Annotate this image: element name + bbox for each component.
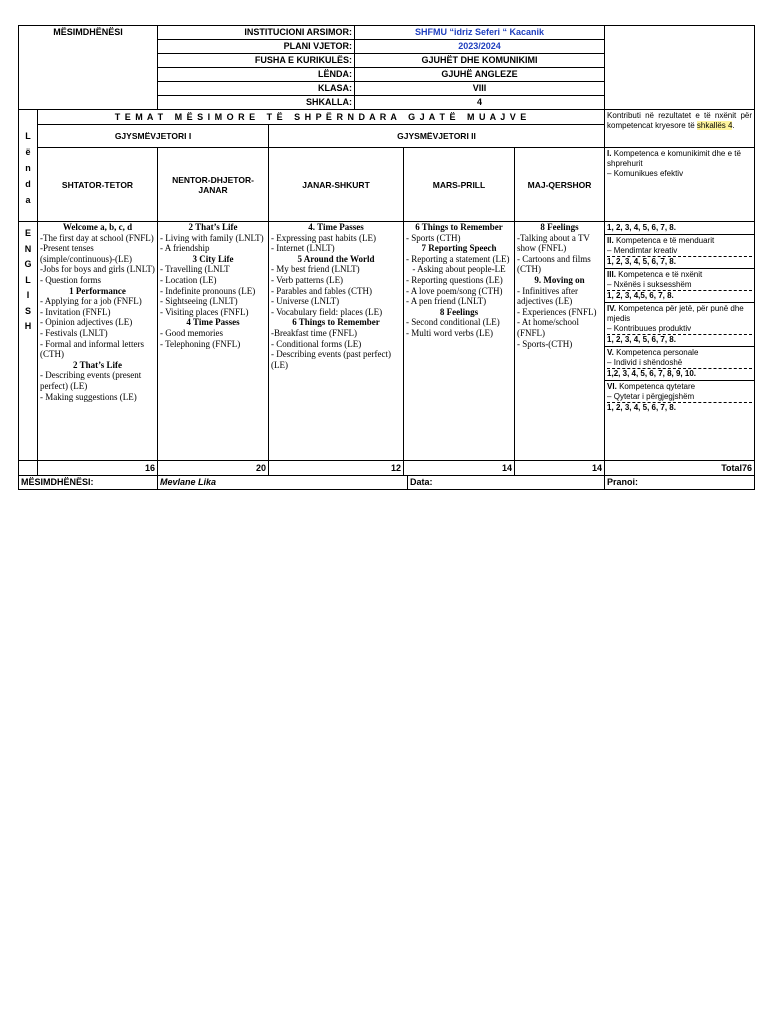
topic-line: -Breakfast time (FNFL) — [271, 327, 357, 338]
competency-outcomes: 1, 2, 3, 4, 5, 6, 7, 8. — [607, 257, 676, 266]
unit-title: 8 Feelings — [540, 222, 579, 232]
unit-title: 4. Time Passes — [308, 222, 364, 232]
topic-line: - A friendship — [160, 243, 210, 254]
competency-role: – Mendimtar kreativ — [607, 246, 752, 257]
topic-line: - Question forms — [40, 274, 101, 285]
lenda-letter: n — [25, 162, 31, 173]
themes-table — [18, 109, 755, 476]
topic-line: - Making suggestions (LE) — [40, 391, 137, 402]
topic-line: - Location (LE) — [160, 274, 217, 285]
competency-number: VI. — [607, 382, 617, 391]
semester-2-header: GJYSMËVJETORI II — [269, 125, 605, 148]
topic-line: - Visiting places (FNFL) — [160, 306, 249, 317]
topic-line: - Universe (LNLT) — [271, 296, 340, 307]
topic-line: - Telephoning (FNFL) — [160, 338, 241, 349]
footer-teacher-label: MËSIMDHËNËSI: — [19, 476, 158, 490]
topic-line: - Reporting questions (LE) — [406, 274, 503, 285]
topic-line: - Living with family (LNLT) — [160, 232, 264, 243]
competencies-column — [605, 222, 755, 461]
column-total: 12 — [269, 461, 404, 476]
lenda-letter: a — [25, 194, 31, 205]
competency-heading — [607, 382, 752, 392]
competency-role: – Qytetar i përgjegjshëm — [607, 392, 752, 403]
footer-table — [18, 475, 755, 490]
competency-number: III. — [607, 270, 616, 279]
header-row-label: INSTITUCIONI ARSIMOR: — [158, 26, 355, 40]
competency-outcomes: 1, 2, 3, 4, 5, 6, 7, 8. — [607, 335, 676, 344]
competency-title: Kompetenca e komunikimit dhe e të shprehurit — [607, 149, 741, 168]
lenda-letter: ë — [25, 146, 31, 157]
header-table — [18, 25, 755, 110]
topic-line: - A pen friend (LNLT) — [406, 296, 487, 307]
english-letter: H — [24, 321, 32, 331]
grand-total: Total76 — [605, 461, 755, 476]
competency-block — [605, 234, 754, 268]
topic-column — [38, 222, 158, 461]
topic-line: - Parables and fables (CTH) — [271, 285, 372, 296]
competency-block — [605, 268, 754, 302]
topic-line: - At home/school (FNFL) — [517, 317, 579, 338]
topic-line: -Talking about a TV show (FNFL) — [517, 232, 590, 254]
header-row-value: 2023/2024 — [355, 40, 605, 54]
lenda-letter: d — [25, 178, 31, 189]
header-row-value: VIII — [355, 82, 605, 96]
competency-role: – Nxënës i suksesshëm — [607, 280, 752, 291]
english-letter: N — [24, 243, 32, 254]
english-vertical-label — [19, 222, 38, 461]
topic-line: - A love poem/song (CTH) — [406, 285, 503, 296]
contribution-end: . — [732, 121, 735, 130]
column-total: 16 — [38, 461, 158, 476]
unit-title: 3 City Life — [192, 253, 234, 264]
month-header: NENTOR-DHJETOR-JANAR — [158, 148, 269, 222]
column-total: 14 — [404, 461, 515, 476]
topic-line: - Formal and informal letters — [40, 338, 144, 349]
month-header: MARS-PRILL — [404, 148, 515, 222]
header-row-value: GJUHËT DHE KOMUNIKIMI — [355, 54, 605, 68]
topic-line: - Describing events (past perfect) (LE) — [271, 349, 391, 370]
unit-title: 5 Around the World — [297, 253, 375, 264]
month-header: JANAR-SHKURT — [269, 148, 404, 222]
topic-line: - My best friend (LNLT) — [271, 264, 360, 275]
topic-line: - Sports (CTH) — [406, 232, 461, 243]
unit-title: 2 That’s Life — [72, 359, 122, 370]
semester-1-header: GJYSMËVJETORI I — [38, 125, 269, 148]
footer-received-label: Pranoi: — [605, 476, 755, 490]
competency-title: Kompetenca e të nxënit — [618, 270, 703, 279]
header-row-label: FUSHA E KURIKULËS: — [158, 54, 355, 68]
totals-blank — [19, 461, 38, 476]
themes-title: T E M A T M Ë S I M O R E T Ë S H P Ë R N D A R A G J A T Ë M U A J V E — [38, 110, 605, 125]
topic-line: (CTH) — [40, 349, 64, 360]
competency-role: – Kontribuues produktiv — [607, 324, 752, 335]
footer-teacher-name: Mevlane Lika — [158, 476, 408, 490]
contribution-note — [605, 110, 755, 148]
english-letter: G — [24, 259, 32, 269]
english-letter: E — [24, 228, 31, 238]
topic-line: - Travelling (LNLT — [160, 264, 230, 275]
competency-heading — [607, 236, 752, 246]
competency-title: Kompetenca për jetë, për punë dhe mjedis — [607, 304, 744, 323]
competency-number: I. — [607, 149, 612, 158]
topic-column — [404, 222, 515, 461]
competency-number: II. — [607, 236, 614, 245]
header-row-label: SHKALLA: — [158, 96, 355, 110]
unit-title: 7 Reporting Speech — [421, 243, 497, 254]
topic-line: - Infinitives after adjectives (LE) — [517, 285, 578, 307]
topic-column — [515, 222, 605, 461]
english-letter: S — [24, 305, 31, 316]
competency-outcomes: 1,2, 3, 4, 5, 6, 7, 8, 9, 10. — [607, 369, 696, 378]
competency-title: Kompetenca qytetare — [619, 382, 696, 391]
competency-block — [605, 346, 754, 380]
header-row-value: SHFMU “idriz Seferi “ Kacanik — [355, 26, 605, 40]
topic-line: -Jobs for boys and girls (LNLT) — [40, 264, 155, 275]
competency-title: Kompetenca e të menduarit — [615, 236, 715, 245]
topic-line: - Verb patterns (LE) — [271, 274, 344, 285]
topic-line: - Invitation (FNFL) — [40, 306, 111, 317]
competency-block — [605, 302, 754, 346]
competency-role: – Komunikues efektiv — [607, 169, 684, 178]
topic-line: - Sightseeing (LNLT) — [160, 296, 238, 307]
topic-line: - Cartoons and films (CTH) — [517, 253, 591, 275]
competency-number: V. — [607, 348, 614, 357]
header-row-label: PLANI VJETOR: — [158, 40, 355, 54]
topic-line: - Internet (LNLT) — [271, 243, 335, 254]
header-row-value: GJUHË ANGLEZE — [355, 68, 605, 82]
unit-title: 8 Feelings — [439, 306, 479, 317]
competency-title: Kompetenca personale — [616, 348, 699, 357]
competency-heading — [607, 149, 752, 169]
month-header: SHTATOR-TETOR — [38, 148, 158, 222]
english-letter: I — [26, 290, 30, 300]
contribution-text: Kontributi në rezultatet e të nxënit për kompetencat kryesore të — [607, 111, 753, 130]
competency-block — [605, 222, 754, 234]
topic-column — [158, 222, 269, 461]
topic-column — [269, 222, 404, 461]
topic-line: - Expressing past habits (LE) — [271, 232, 376, 243]
competency-heading — [607, 348, 752, 358]
unit-title: Welcome a, b, c, d — [62, 222, 133, 232]
header-blank-cell — [605, 26, 755, 110]
topic-line: -The first day at school (FNFL) — [40, 232, 154, 243]
topic-line: - Festivals (LNLT) — [40, 327, 108, 338]
topic-line: - Multi word verbs (LE) — [406, 327, 493, 338]
topic-line: - Describing events (present perfect) (LE) — [40, 370, 142, 391]
unit-title: 6 Things to Remember — [292, 317, 380, 328]
competency-block — [605, 380, 754, 414]
topic-line: - Opinion adjectives (LE) — [40, 317, 133, 328]
topic-line: - Good memories — [160, 327, 223, 338]
topic-line: - Indefinite pronouns (LE) — [160, 285, 256, 296]
topic-line: - Asking about people-LE — [412, 264, 506, 275]
contribution-highlight: shkallës 4 — [696, 121, 733, 130]
topic-line: -Present tenses (simple/continuous)-(LE) — [40, 243, 132, 264]
competency-outcomes: 1, 2, 3, 4,5, 6, 7, 8. — [607, 291, 674, 300]
competency-role: – Individ i shëndoshë — [607, 358, 752, 369]
month-header: MAJ-QERSHOR — [515, 148, 605, 222]
lenda-vertical-label — [19, 110, 38, 222]
column-total: 20 — [158, 461, 269, 476]
competency-1-cell — [605, 148, 755, 222]
topic-line: - Reporting a statement (LE) — [406, 253, 510, 264]
topic-line: - Sports-(CTH) — [517, 338, 573, 349]
header-row-label: LËNDA: — [158, 68, 355, 82]
topic-line: - Applying for a job (FNFL) — [40, 296, 142, 307]
unit-title: 6 Things to Remember — [415, 222, 503, 232]
competency-heading — [607, 304, 752, 324]
english-letter: L — [25, 274, 31, 285]
unit-title: 2 That’s Life — [188, 222, 238, 232]
topic-line: - Experiences (FNFL) — [517, 306, 597, 317]
footer-date-label: Data: — [408, 476, 605, 490]
competency-outcomes: 1, 2, 3, 4, 5, 6, 7, 8. — [607, 223, 676, 232]
column-total: 14 — [515, 461, 605, 476]
unit-title: 9. Moving on — [534, 274, 585, 285]
lenda-letter: L — [25, 130, 31, 141]
competency-heading — [607, 270, 752, 280]
header-row-value: 4 — [355, 96, 605, 110]
unit-title: 4 Time Passes — [186, 317, 240, 328]
topic-line: - Conditional forms (LE) — [271, 338, 362, 349]
header-teacher-label: MËSIMDHËNËSI — [19, 26, 158, 110]
topic-line: - Second conditional (LE) — [406, 317, 500, 328]
competency-number: IV. — [607, 304, 617, 313]
topic-line: - Vocabulary field: places (LE) — [271, 306, 383, 317]
unit-title: 1 Performance — [69, 285, 126, 296]
header-row-label: KLASA: — [158, 82, 355, 96]
competency-outcomes: 1, 2, 3, 4, 5, 6, 7, 8. — [607, 403, 676, 412]
plan-sheet — [18, 25, 754, 490]
